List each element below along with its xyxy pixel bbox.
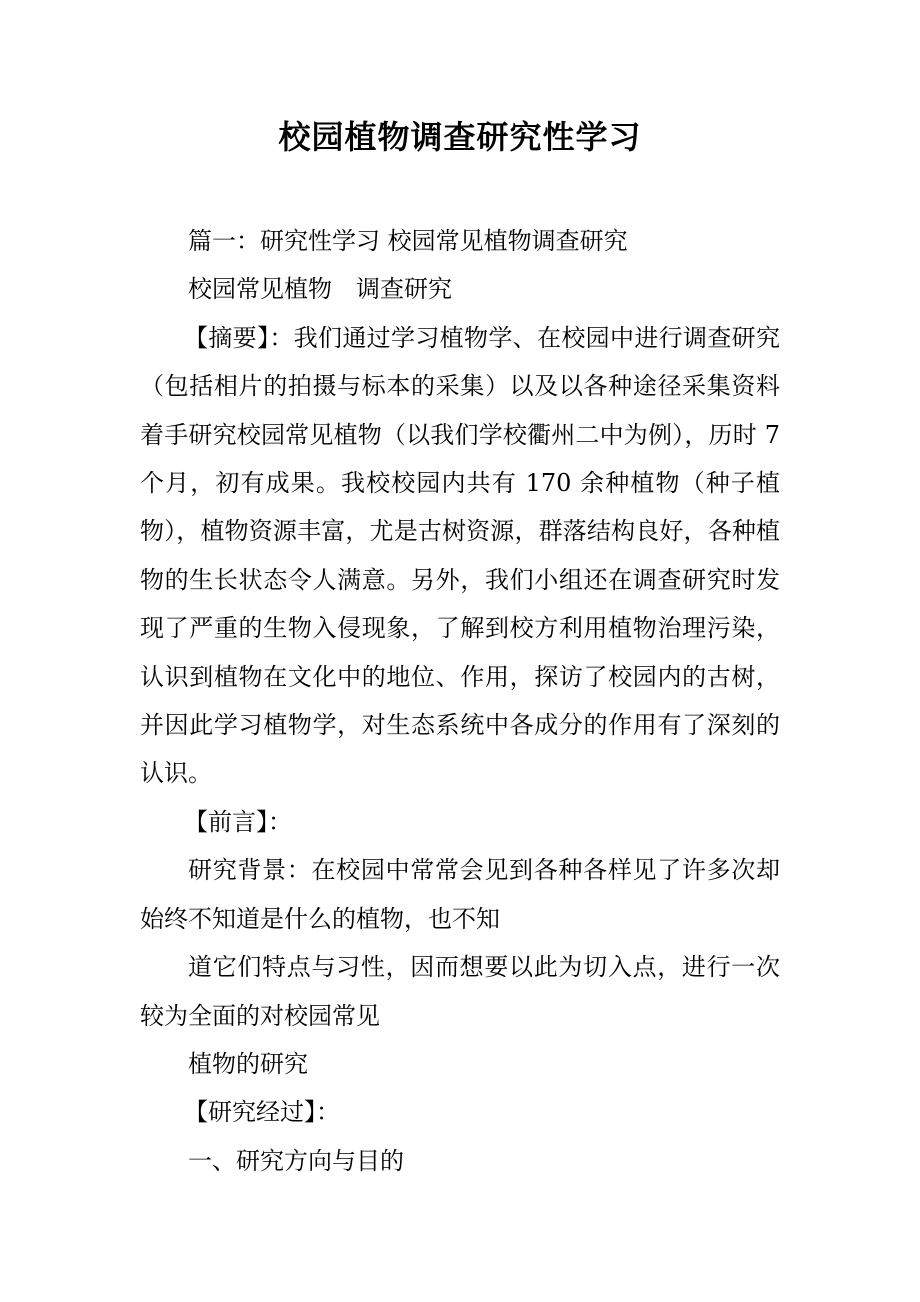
paragraph-process-heading: 【研究经过】： (184, 1098, 340, 1127)
paragraph-research-background-end: 植物的研究 (188, 1049, 308, 1078)
paragraph-research-background: 研究背景：在校园中常常会见到各种各样见了许多次却始终不知道是什么的植物，也不知 (140, 856, 780, 933)
paragraph-research-background-cont: 道它们特点与习性，因而想要以此为切入点，进行一次较为全面的对校园常见 (140, 953, 780, 1030)
paragraph-abstract: 【摘要】：我们通过学习植物学、在校园中进行调查研究（包括相片的拍摄与标本的采集）以及以各种途径采集资料着手研究校园常见植物（以我们学校衢州二中为例），历时 7 个月，初有成果。我校校园内共有 170 余种植物（种子植物），植物资源丰富，尤是古树资源，群落结构良好，各种植物的生长状态令人满意。另外，我们小组还在调查研究时发现了严重的生物入侵现象，了解到校方利用植物治理污染，认识到植物在文化中的地位、作用，探访了校园内的古树，并因此学习植物学，对生态系统中各成分的作用有了深刻的认识。 (140, 323, 780, 788)
document-title: 校园植物调查研究性学习 (278, 118, 642, 156)
paragraph-subtitle: 校园常见植物 调查研究 (188, 275, 452, 304)
paragraph-preface-heading: 【前言】： (184, 807, 292, 836)
paragraph-heading-part-one: 篇一：研究性学习 校园常见植物调查研究 (188, 227, 628, 255)
paragraph-section-one-heading: 一、研究方向与目的 (188, 1146, 404, 1175)
document-body (140, 217, 780, 1185)
